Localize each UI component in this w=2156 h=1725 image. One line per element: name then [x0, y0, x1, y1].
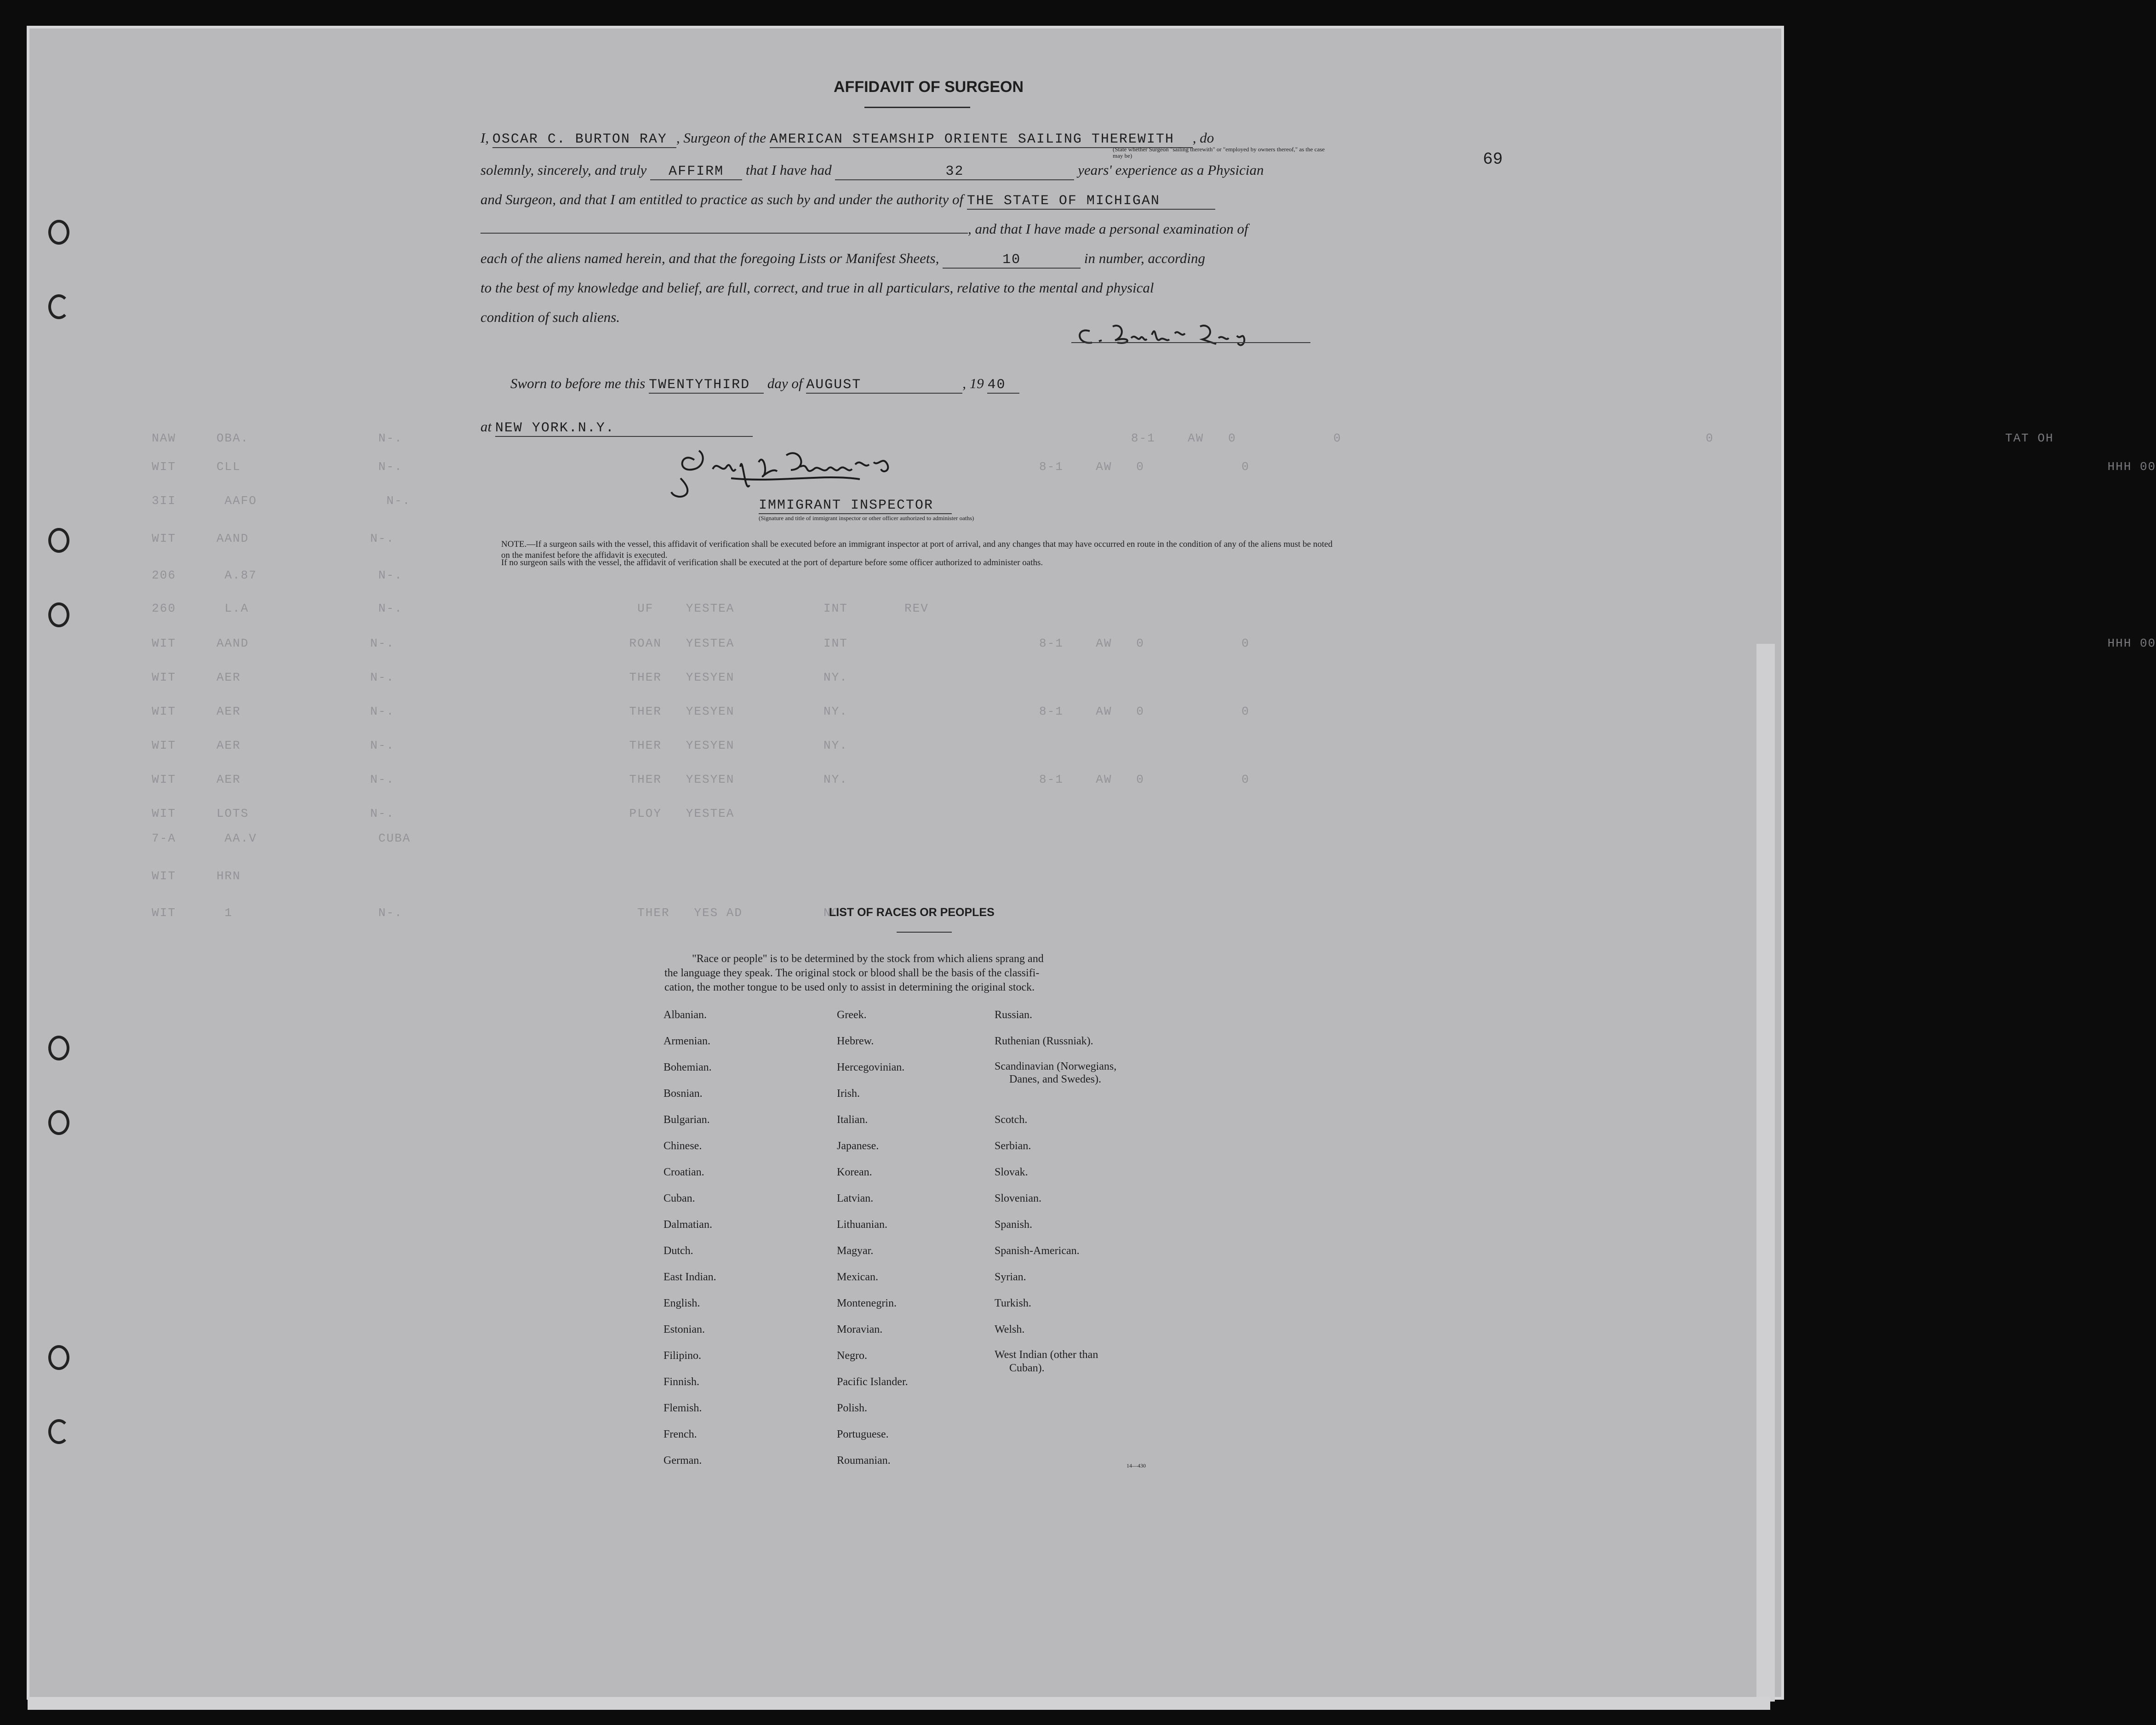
race-item: Scotch.	[995, 1114, 1028, 1126]
race-item: Armenian.	[663, 1035, 710, 1047]
authority-field: THE STATE OF MICHIGAN	[967, 193, 1215, 210]
punch-hole-icon	[48, 1419, 69, 1444]
race-item: Mexican.	[837, 1271, 878, 1283]
race-item: Slovak.	[995, 1166, 1028, 1178]
punch-hole-icon	[48, 602, 69, 627]
race-item: Polish.	[837, 1402, 868, 1414]
month-field: AUGUST	[806, 377, 962, 394]
race-item: Dalmatian.	[663, 1219, 712, 1231]
race-item: Irish.	[837, 1088, 860, 1100]
race-item: Japanese.	[837, 1140, 879, 1152]
sheet-bottom-edge	[28, 1697, 1770, 1710]
race-item: Bosnian.	[663, 1088, 703, 1100]
affidavit-line-3: and Surgeon, and that I am entitled to practice as such by and under the authority of THE STATE OF MICHIGAN	[480, 191, 1215, 210]
race-item: Spanish-American.	[995, 1245, 1080, 1257]
race-item: Bohemian.	[663, 1061, 712, 1073]
race-item: Negro.	[837, 1350, 867, 1362]
sworn-line: Sworn to before me this TWENTYTHIRD day of AUGUST , 19 40	[510, 375, 1019, 394]
race-item: Bulgarian.	[663, 1114, 710, 1126]
document-sheet	[27, 26, 1784, 1700]
race-item: Finnish.	[663, 1376, 700, 1388]
intro-line-3: cation, the mother tongue to be used only to assist in determining the original stock.	[664, 981, 1035, 993]
race-item: Portuguese.	[837, 1428, 889, 1440]
surgeon-signature	[1071, 317, 1338, 352]
race-item: Estonian.	[663, 1324, 705, 1335]
year-field: 40	[987, 377, 1019, 394]
intro-line-1: "Race or people" is to be determined by the stock from which aliens sprang and	[692, 953, 1044, 965]
race-item: Syrian.	[995, 1271, 1026, 1283]
race-item: Roumanian.	[837, 1455, 891, 1467]
race-item: Montenegrin.	[837, 1297, 897, 1309]
race-item: Scandinavian (Norwegians,	[995, 1060, 1117, 1072]
race-item: Filipino.	[663, 1350, 702, 1362]
affirm-field: AFFIRM	[650, 164, 742, 180]
race-item: Serbian.	[995, 1140, 1031, 1152]
race-item: Greek.	[837, 1009, 867, 1021]
punch-hole-icon	[48, 528, 69, 553]
surgeon-name-field: OSCAR C. BURTON RAY	[492, 132, 676, 148]
race-item: Albanian.	[663, 1009, 707, 1021]
punch-hole-icon	[48, 1036, 69, 1060]
affidavit-line-1: I, OSCAR C. BURTON RAY , Surgeon of the AMERICAN STEAMSHIP ORIENTE SAILING THEREWITH , do	[480, 130, 1214, 147]
affidavit-line-7: condition of such aliens.	[480, 309, 620, 325]
punch-hole-icon	[48, 294, 69, 319]
race-item: Cuban.	[663, 1192, 695, 1204]
punch-hole-icon	[48, 1110, 69, 1135]
page-number: 69	[1483, 150, 1503, 169]
race-item: Moravian.	[837, 1324, 883, 1335]
sheet-edge	[1756, 644, 1775, 1702]
race-item: Dutch.	[663, 1245, 693, 1257]
race-item: Flemish.	[663, 1402, 702, 1414]
affidavit-line-4: , and that I have made a personal examination of	[480, 221, 1248, 237]
race-item: Korean.	[837, 1166, 872, 1178]
note-2: If no surgeon sails with the vessel, the affidavit of verification shall be executed at the port of departure before some officer authorized to administer oaths.	[501, 558, 1043, 567]
race-item: Magyar.	[837, 1245, 874, 1257]
races-rule	[897, 932, 952, 933]
race-item: Italian.	[837, 1114, 868, 1126]
race-item: Ruthenian (Russniak).	[995, 1035, 1093, 1047]
punch-hole-icon	[48, 220, 69, 245]
race-item: Latvian.	[837, 1192, 874, 1204]
affidavit-line-2: solemnly, sincerely, and truly AFFIRM that I have had 32 years' experience as a Physician	[480, 162, 1264, 179]
races-title: LIST OF RACES OR PEOPLES	[829, 906, 995, 919]
race-item: Pacific Islander.	[837, 1376, 908, 1388]
race-item: Slovenian.	[995, 1192, 1041, 1204]
race-item: German.	[663, 1455, 702, 1467]
race-item: French.	[663, 1428, 697, 1440]
race-item: Russian.	[995, 1009, 1033, 1021]
authority-continuation-field	[480, 221, 968, 234]
vessel-note: (State whether Surgeon "sailing therewith" or "employed by owners thereof," as the case may be)	[1113, 146, 1325, 159]
punch-hole-icon	[48, 1345, 69, 1370]
note-1: NOTE.—If a surgeon sails with the vessel, this affidavit of verification shall be executed before an immigrant inspector at port of arrival, and any changes that may have occurred en route in the condition of any of the aliens must be noted on the manifest before the affidavit is executed.	[501, 539, 1332, 560]
race-item: Turkish.	[995, 1297, 1031, 1309]
vessel-field: AMERICAN STEAMSHIP ORIENTE SAILING THEREWITH	[770, 132, 1193, 148]
race-item: Welsh.	[995, 1324, 1025, 1335]
race-item: Croatian.	[663, 1166, 704, 1178]
race-item: Hercegovinian.	[837, 1061, 905, 1073]
inspector-note: (Signature and title of immigrant inspector or other officer authorized to administer oaths)	[759, 515, 974, 522]
affidavit-title: AFFIDAVIT OF SURGEON	[834, 78, 1024, 96]
sheets-field: 10	[943, 252, 1081, 269]
form-number: 14—430	[1127, 1462, 1146, 1469]
affidavit-line-6: to the best of my knowledge and belief, are full, correct, and true in all particulars, relative to the mental and physical	[480, 280, 1154, 296]
day-field: TWENTYTHIRD	[649, 377, 764, 394]
race-item: Chinese.	[663, 1140, 702, 1152]
years-field: 32	[835, 164, 1074, 180]
race-item: East Indian.	[663, 1271, 716, 1283]
place-line: at NEW YORK.N.Y.	[480, 418, 753, 437]
race-item: Lithuanian.	[837, 1219, 887, 1231]
inspector-title: IMMIGRANT INSPECTOR	[759, 498, 952, 514]
race-item: Danes, and Swedes).	[1009, 1073, 1101, 1085]
race-item: Cuban).	[1009, 1362, 1045, 1374]
affidavit-line-5: each of the aliens named herein, and that the foregoing Lists or Manifest Sheets, 10 in number, according	[480, 250, 1206, 268]
race-item: Hebrew.	[837, 1035, 874, 1047]
races-intro	[664, 952, 1161, 995]
intro-line-2: the language they speak. The original stock or blood shall be the basis of the classifi-	[664, 967, 1040, 979]
race-item: West Indian (other than	[995, 1349, 1098, 1361]
race-item: Spanish.	[995, 1219, 1033, 1231]
title-rule	[864, 107, 970, 108]
race-item: English.	[663, 1297, 700, 1309]
surgeon-signature-line	[1071, 342, 1310, 343]
place-field: NEW YORK.N.Y.	[495, 420, 753, 437]
